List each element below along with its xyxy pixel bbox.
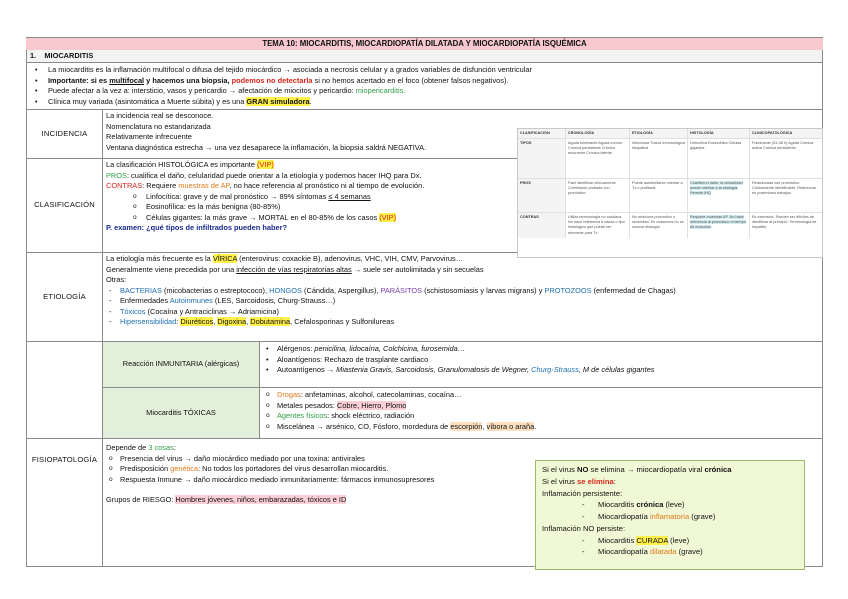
inmunitaria-item: • Alérgenos: penicilina, lidocaína, Colchicina, furosemida… bbox=[263, 344, 819, 355]
table-cell: TIPOS bbox=[518, 139, 566, 178]
incidencia-line: Relativamente infrecuente bbox=[106, 132, 192, 142]
inmunitaria-row bbox=[103, 342, 822, 387]
toxicas-content bbox=[260, 388, 822, 438]
etiologia-label: ETIOLOGÍA bbox=[27, 253, 103, 341]
table-header: ETIOLOGÍA bbox=[630, 129, 688, 138]
section-heading: 1. MIOCARDITIS bbox=[26, 50, 823, 63]
table-cell: Aguda fulminante Aguda común Crónica persistente Crónica recurrente Crónica latente bbox=[566, 139, 630, 178]
etiologia-other-4: - Hipersensibilidad: Diuréticos, Digoxina, Dobutamina, Cefalosporinas y Sulfonilureas bbox=[106, 317, 819, 328]
toxicas-row bbox=[103, 387, 822, 438]
table-header: CRONOLOGÍA bbox=[566, 129, 630, 138]
inmunitaria-content bbox=[260, 342, 822, 387]
table-cell: PROS bbox=[518, 179, 566, 212]
intro-bullet-3: • Puede afectar a la vez a: intersticio, vasos y pericardio → afectación de miocitos y pericardio: miopericarditis. bbox=[33, 86, 819, 97]
table-cell: No relaciona pronóstico o severidad. En ocasiones no se conoce etiología bbox=[630, 213, 688, 238]
table-cell: Es extensiva. Pueden ser difíciles de identificar al principio. Terminología de hepatitis. bbox=[752, 215, 817, 230]
table-cell: Linfocítica Eosinofílica Células gigantes bbox=[688, 139, 750, 178]
etiologia-line: Otras: bbox=[106, 275, 127, 285]
intro-bullet-4: • Clínica muy variada (asintomática a Muerte súbita) y es una GRAN simuladora. bbox=[33, 97, 819, 108]
box-line: Si el virus se elimina: bbox=[542, 476, 616, 486]
intro-bullet-1: • La miocarditis es la inflamación multifocal o difusa del tejido miocárdico → asociada a necrosis celular y a grados variables de disfunción ventricular bbox=[33, 65, 819, 76]
inmunitaria-label: Reacción INMUNITARIA (alérgicas) bbox=[103, 342, 260, 387]
etiologia-other-2: - Enfermedades Autoinmunes (LES, Sarcoidosis, Churg-Strauss…) bbox=[106, 296, 819, 307]
exam-question: P. examen: ¿qué tipos de infiltrados pueden haber? bbox=[106, 223, 287, 233]
etiologia-subtable bbox=[26, 342, 823, 439]
contras-line: CONTRAS: Requiere muestras de AP, no hace referencia al pronóstico ni al tiempo de evolución. bbox=[106, 181, 425, 191]
etiologia-line: Generalmente viene precedida por una infección de vías respiratorias altas → suele ser autolimitada y sin secuelas bbox=[106, 264, 484, 274]
table-cell: Cualifica el daño, la celularidad puede orientar a la etiología. Permite IHQ bbox=[690, 181, 743, 196]
clasificacion-label: CLASIFICACIÓN bbox=[27, 159, 103, 252]
etiologia-line: La etiología más frecuente es la VÍRICA (enterovirus: coxackie B), adenovirus, VHC, VIH, CMV, Parvovirus… bbox=[106, 254, 464, 264]
pros-line: PROS: cualifica el daño, celularidad puede orientar a la etiología y podemos hacer IHQ para Dx. bbox=[106, 170, 422, 180]
table-cell: Utiliza terminología no cardíaca. No hace referencia a causa o tipo histológico que puede ser relevante para Tx bbox=[566, 213, 630, 238]
table-cell: Relacionada con pronóstico. Clínicamente identificable. Referencia en posteriores trabajos. bbox=[752, 181, 816, 196]
etiologia-other-1: - BACTERIAS (micobacterias o estreptococo), HONGOS (Cándida, Aspergillus), PARÁSITOS (schistosomiasis y larvas migrans) y PROTOZOOS (enfermedad de Chagas) bbox=[106, 286, 819, 297]
table-cell: Requiere muestras AP. No hace referencia al pronóstico ni tiempo de evolución bbox=[690, 215, 746, 230]
box-line: Inflamación persistente: bbox=[542, 488, 623, 498]
intro-bullet-2: • Importante: si es multifocal y hacemos una biopsia, podemos no detectarla si no hemos acertado en el foco (obtener falsos negativos). bbox=[33, 76, 819, 87]
intro-bullets bbox=[26, 63, 823, 110]
box-line: Si el virus NO se elimina → miocardiopatía viral crónica bbox=[542, 465, 732, 474]
table-cell: Fácil identificar clínicamente Correlación probada con pronóstico bbox=[566, 179, 630, 212]
toxicas-item: o Drogas: anfetaminas, alcohol, catecolaminas, cocaína… bbox=[263, 390, 819, 401]
risk-groups: Grupos de RIESGO: Hombres jóvenes, niños, embarazadas, tóxicos e ID bbox=[106, 495, 347, 505]
toxicas-item: o Metales pesados: Cobre, Hierro, Plomo bbox=[263, 401, 819, 412]
box-item: - Miocarditis CURADA (leve) bbox=[542, 535, 798, 547]
table-cell: CONTRAS bbox=[518, 213, 566, 238]
inmunitaria-item: • Autoantígenos → Miastenia Gravis, Sarcoidosis, Granulomatosis de Wegner, Churg-Strauss, M de células gigantes bbox=[263, 365, 819, 376]
classification-table-image bbox=[517, 128, 823, 258]
box-item: - Miocarditis crónica (leve) bbox=[542, 499, 798, 511]
toxicas-item: o Miscelánea → arsénico, CO, Fósforo, mordedura de escorpión, víbora o araña. bbox=[263, 422, 819, 433]
subtype-linfocitica: o Linfocítica: grave y de mal pronóstico → 89% síntomas ≤ 4 semanas bbox=[106, 192, 819, 203]
etiologia-other-3: - Tóxicos (Cocaína y Antraciclinas → Adriamicina) bbox=[106, 307, 819, 318]
box-item: - Miocardiopatía dilatada (grave) bbox=[542, 546, 798, 558]
incidencia-line: Ventana diagnóstica estrecha → una vez desaparece la inflamación, la biopsia saldrá NEGATIVA. bbox=[106, 142, 427, 152]
incidencia-line: Nomenclatura no estandarizada bbox=[106, 121, 211, 131]
virus-outcome-box bbox=[535, 460, 805, 570]
subtype-celulas-gigantes: o Células gigantes: la más grave → MORTAL en el 80-85% de los casos (VIP) bbox=[106, 213, 819, 224]
fisio-item: o Presencia del virus → daño miocárdico mediado por una toxina: antivirales bbox=[106, 454, 819, 465]
table-header: CLASIFICACIÓN bbox=[518, 129, 566, 138]
toxicas-item: o Agentes físicos: shock eléctrico, radiación bbox=[263, 411, 819, 422]
fisio-item: o Respuesta Inmune → daño miocárdico mediado inmunitariamente: fármacos inmunosupresores bbox=[106, 475, 819, 486]
page-title: TEMA 10: MIOCARDITIS, MIOCARDIOPATÍA DILATADA Y MIOCARDIOPATÍA ISQUÉMICA bbox=[26, 37, 823, 50]
fisio-item: o Predisposición genética: No todos los portadores del virus desarrollan miocarditis. bbox=[106, 464, 819, 475]
inmunitaria-item: • Aloantígenos: Rechazo de trasplante cardiaco bbox=[263, 355, 819, 366]
etiologia-content bbox=[103, 253, 822, 341]
table-cell: Infecciosa Tóxica Inmunológica Idiopática bbox=[630, 139, 688, 178]
fisiopatologia-label: FISIOPATOLOGÍA bbox=[27, 439, 103, 566]
table-cell: Puede autolimitarse orientar a Tx o profilaxis bbox=[630, 179, 688, 212]
toxicas-label: Miocarditis TÓXICAS bbox=[103, 388, 260, 438]
etiologia-row bbox=[26, 253, 823, 342]
table-cell: Fulminante (24-48 h) Aguda Crónica activa Crónica persistente bbox=[752, 141, 814, 151]
table-header: HISTOLOGÍA bbox=[688, 129, 750, 138]
box-line: Inflamación NO persiste: bbox=[542, 523, 626, 533]
incidencia-label: INCIDENCIA bbox=[27, 110, 103, 158]
fisio-line: Depende de 3 cosas: bbox=[106, 443, 176, 453]
clasificacion-line: La clasificación HISTOLÓGICA es importante (VIP) bbox=[106, 160, 274, 170]
subtype-eosinofilica: o Eosinofílica: es la más benigna (80-85%) bbox=[106, 202, 819, 213]
incidencia-line: La incidencia real se desconoce. bbox=[106, 111, 214, 121]
table-header: CLINICOPATOLÓGICA bbox=[750, 129, 822, 138]
box-item: - Miocardiopatía inflamatoria (grave) bbox=[542, 511, 798, 523]
